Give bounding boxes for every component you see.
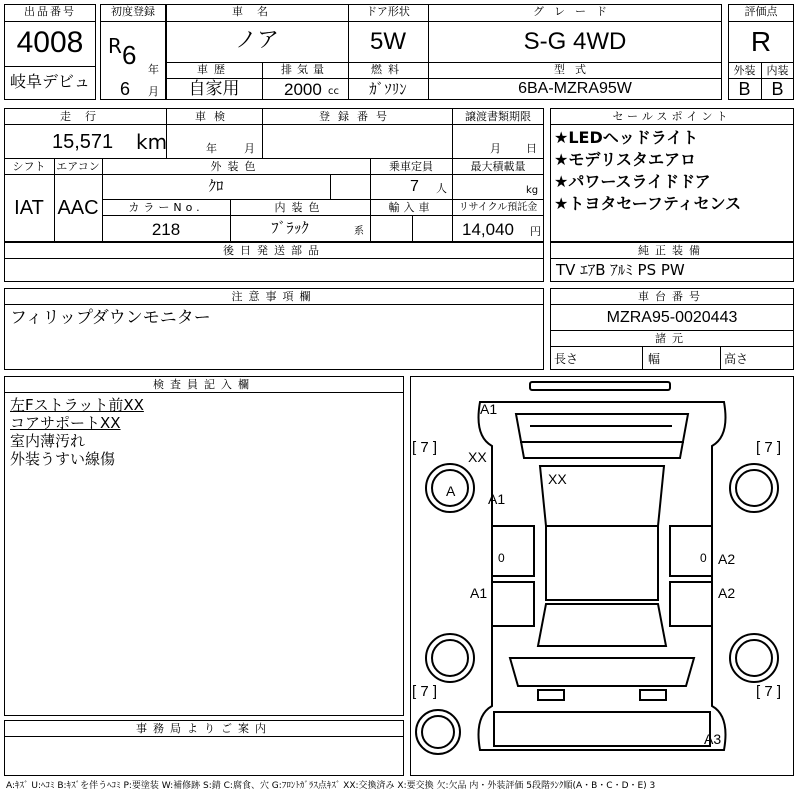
recycle-label: リサイクル預託金 [458, 202, 538, 213]
inspector-label: 検査員記入欄 [153, 378, 255, 391]
max-load-unit: kg [526, 185, 539, 196]
transfer-month-unit: 月 [490, 142, 501, 155]
grade: S-G 4WD [523, 28, 627, 55]
ac-label: エアコン [56, 160, 100, 173]
damage-mark: A [446, 483, 456, 499]
ac: AAC [57, 197, 99, 219]
lot-number: 4008 [16, 26, 84, 59]
damage-mark: A2 [718, 585, 736, 601]
tread-depth: [ 7 ] [756, 683, 782, 700]
mileage: 15,571 [52, 131, 114, 153]
venue-name: 岐阜デビュ [9, 72, 90, 91]
reg-number-label: 登録番号 [319, 110, 395, 123]
capacity: 7 [410, 178, 419, 195]
era: R [108, 34, 122, 58]
inspection-year-unit: 年 [206, 142, 217, 155]
year-unit: 年 [148, 63, 159, 76]
sales-point: ★トヨタセーフティセンス [554, 194, 742, 213]
door-type: 5W [370, 28, 406, 55]
fuel: ｶﾞｿﾘﾝ [369, 80, 407, 98]
inspector-line: 左Fストラット前XX [10, 396, 144, 414]
damage-mark: A3 [704, 731, 722, 747]
history-label: 車歴 [197, 63, 231, 76]
notes-label: 注意事項欄 [231, 290, 317, 303]
grade-label: グレード [533, 5, 617, 18]
chassis-number: MZRA95-0020443 [606, 309, 738, 326]
sales-point: ★パワースライドドア [554, 172, 711, 191]
displacement-label: 排気量 [281, 63, 329, 76]
exterior-label: 外装 [733, 64, 756, 77]
month-unit: 月 [148, 85, 159, 98]
history: 自家用 [188, 79, 240, 99]
damage-mark: XX [548, 471, 567, 487]
transfer-day-unit: 日 [526, 142, 537, 155]
damage-mark: A2 [718, 551, 736, 567]
color-number: 218 [151, 220, 181, 239]
sales-points-label: セールスポイント [612, 110, 732, 123]
tread-depth: [ 7 ] [412, 683, 438, 700]
height-label: 高さ [724, 352, 749, 366]
import-label: 輸入車 [388, 201, 434, 214]
tread-depth: [ 7 ] [756, 439, 782, 456]
later-parts-label: 後日発送部品 [223, 244, 325, 257]
car-diagram [410, 376, 794, 776]
shift-label: シフト [12, 160, 46, 173]
damage-mark: 0 [498, 551, 505, 565]
interior-color-unit: 系 [354, 226, 364, 237]
car-name: ノア [234, 28, 279, 53]
inspection-label: 車検 [195, 110, 233, 123]
interior-label: 内装 [766, 64, 789, 77]
interior-color: ﾌﾞﾗｯｸ [271, 219, 309, 237]
interior-color-label: 内装色 [274, 201, 326, 214]
inspection-month-unit: 月 [244, 142, 255, 155]
transfer-deadline-label: 譲渡書類期限 [465, 110, 531, 123]
inspector-line: 室内薄汚れ [10, 432, 86, 450]
score-label: 評価点 [744, 5, 778, 18]
chassis-label: 車台番号 [638, 290, 706, 303]
equipment-value: TV ｴｱB ｱﾙﾐ PS PW [556, 261, 685, 279]
damage-mark: 0 [700, 551, 707, 565]
exterior-color-label: 外装色 [210, 160, 262, 173]
exterior-color: ｸﾛ [208, 177, 224, 195]
lot-number-label: 出品番号 [24, 5, 76, 18]
sales-point: ★モデリスタエアロ [554, 150, 697, 169]
door-label: ドア形状 [366, 5, 410, 18]
displacement: 2000 [284, 80, 322, 99]
width-label: 幅 [648, 352, 661, 366]
inspector-line: コアサポートXX [10, 414, 121, 432]
dims-label: 諸元 [655, 332, 689, 345]
damage-mark: A1 [488, 491, 506, 507]
inspector-line: 外装うすい線傷 [10, 450, 116, 468]
legend: A:ｷｽﾞ U:ﾍｺﾐ B:ｷｽﾞを伴うﾍｺﾐ P:要塗装 W:補修跡 S:錆 C:腐食、穴 G:ﾌﾛﾝﾄｶﾞﾗｽ点ｷｽﾞ XX:交換済み X:要交換 欠:欠品 内・外装評価 5段階ﾗﾝｸ順(A・B・C・D・E) 3 [6, 781, 656, 791]
reg-year: 6 [122, 40, 137, 70]
damage-mark: XX [468, 449, 487, 465]
damage-mark: A1 [470, 585, 488, 601]
damage-mark: A1 [480, 401, 498, 417]
model-code: 6BA-MZRA95W [518, 80, 632, 97]
color-number-label: カラーNo. [128, 201, 204, 214]
tread-depth: [ 7 ] [412, 439, 438, 456]
sales-point: ★LEDヘッドライト [554, 128, 699, 147]
displacement-unit: cc [328, 86, 339, 97]
equipment-label: 純正装備 [638, 244, 706, 257]
reg-month: 6 [120, 79, 131, 99]
length-label: 長さ [554, 352, 579, 366]
fuel-label: 燃料 [371, 63, 405, 76]
interior-grade: B [771, 79, 784, 99]
model-label: 型式 [554, 63, 596, 76]
exterior-grade: B [738, 79, 751, 99]
capacity-unit: 人 [436, 182, 447, 195]
max-load-label: 最大積載量 [470, 160, 526, 173]
car-name-label: 車名 [232, 5, 282, 18]
first-reg-label: 初度登録 [111, 5, 155, 18]
shift: IAT [14, 197, 44, 219]
recycle-fee: 14,040 [462, 220, 514, 239]
recycle-unit: 円 [530, 225, 541, 238]
mileage-label: 走行 [60, 110, 110, 123]
mileage-unit: km [136, 130, 168, 154]
office-label: 事務局よりご案内 [136, 722, 272, 735]
notes-value: フィリップダウンモニター [10, 308, 211, 328]
overall-score: R [750, 26, 772, 57]
capacity-label: 乗車定員 [389, 160, 433, 173]
